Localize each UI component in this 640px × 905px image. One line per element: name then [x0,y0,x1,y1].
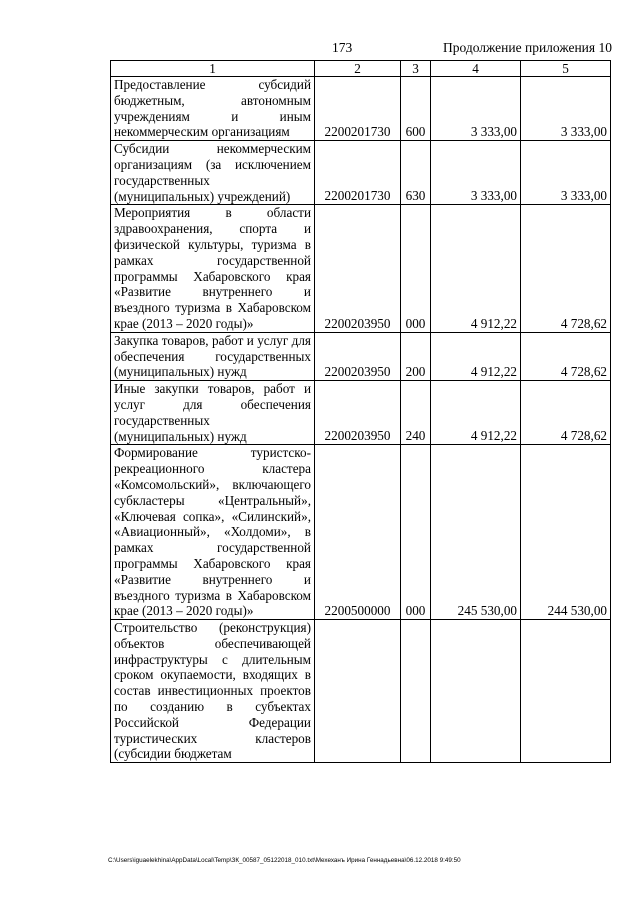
row-type: 200 [401,332,431,380]
row-value-2: 4 728,62 [521,205,611,332]
row-type: 630 [401,141,431,205]
row-name: Мероприятия в области здравоохранения, спорта и физической культуры, туризма в рамках государственной программы Хабаровского края «Развитие внутреннего и въездного туризма в Хабаровском крае (2013 – 2020 годы)» [111,205,315,332]
row-name: Иные закупки товаров, работ и услуг для обеспечения государственных (муниципальных) нужд [111,381,315,445]
row-value-2 [521,620,611,763]
table-row [111,445,611,620]
table-row [111,77,611,141]
row-value-2: 3 333,00 [521,77,611,141]
row-name: Предоставление субсидий бюджетным, автономным учреждениям и иным некоммерческим организациям [111,77,315,141]
row-value-1 [431,620,521,763]
row-type: 600 [401,77,431,141]
row-value-1: 3 333,00 [431,77,521,141]
row-name: Строительство (реконструкция) объектов обеспечивающей инфраструктуры с длительным сроком окупаемости, входящих в состав инвестиционных проектов по созданию в субъектах Российской Федерации туристических кластеров (субсидии бюджетам [111,620,315,763]
column-number-row [111,61,611,77]
column-header: 4 [431,61,521,77]
row-value-2: 4 728,62 [521,332,611,380]
row-name: Субсидии некоммерческим организациям (за исключением государственных (муниципальных) учреждений) [111,141,315,205]
footer-file-path: C:\Users\iguaelekhina\AppData\Local\Temp\ЗК_00587_05122018_010.txt\Мехеханъ Ирина Геннадьевна\06.12.2018 9:49:50 [108,857,461,864]
page-number: 173 [332,40,353,55]
row-value-1: 4 912,22 [431,205,521,332]
row-code: 2200500000 [315,445,401,620]
row-value-2: 4 728,62 [521,381,611,445]
row-type: 000 [401,205,431,332]
column-header: 5 [521,61,611,77]
row-value-1: 245 530,00 [431,445,521,620]
row-type [401,620,431,763]
row-value-1: 4 912,22 [431,381,521,445]
row-code: 2200201730 [315,77,401,141]
row-code [315,620,401,763]
row-name: Закупка товаров, работ и услуг для обеспечения государственных (муниципальных) нужд [111,332,315,380]
column-header: 2 [315,61,401,77]
row-code: 2200203950 [315,332,401,380]
row-value-2: 244 530,00 [521,445,611,620]
table-row [111,381,611,445]
row-code: 2200201730 [315,141,401,205]
continuation-label: Продолжение приложения 10 [442,40,612,55]
row-value-2: 3 333,00 [521,141,611,205]
row-value-1: 3 333,00 [431,141,521,205]
row-type: 000 [401,445,431,620]
row-type: 240 [401,381,431,445]
budget-table [110,60,611,763]
column-header: 1 [111,61,315,77]
table-row [111,620,611,763]
row-value-1: 4 912,22 [431,332,521,380]
row-code: 2200203950 [315,381,401,445]
table-row [111,141,611,205]
table-row [111,332,611,380]
row-name: Формирование туристско-рекреационного кластера «Комсомольский», включающего субкластеры «Центральный», «Ключевая сопка», «Силинский», «Авиационный», «Холдоми», в рамках государственной программы Хабаровского края «Развитие внутреннего и въездного туризма в Хабаровском крае (2013 – 2020 годы)» [111,445,315,620]
column-header: 3 [401,61,431,77]
row-code: 2200203950 [315,205,401,332]
table-row [111,205,611,332]
